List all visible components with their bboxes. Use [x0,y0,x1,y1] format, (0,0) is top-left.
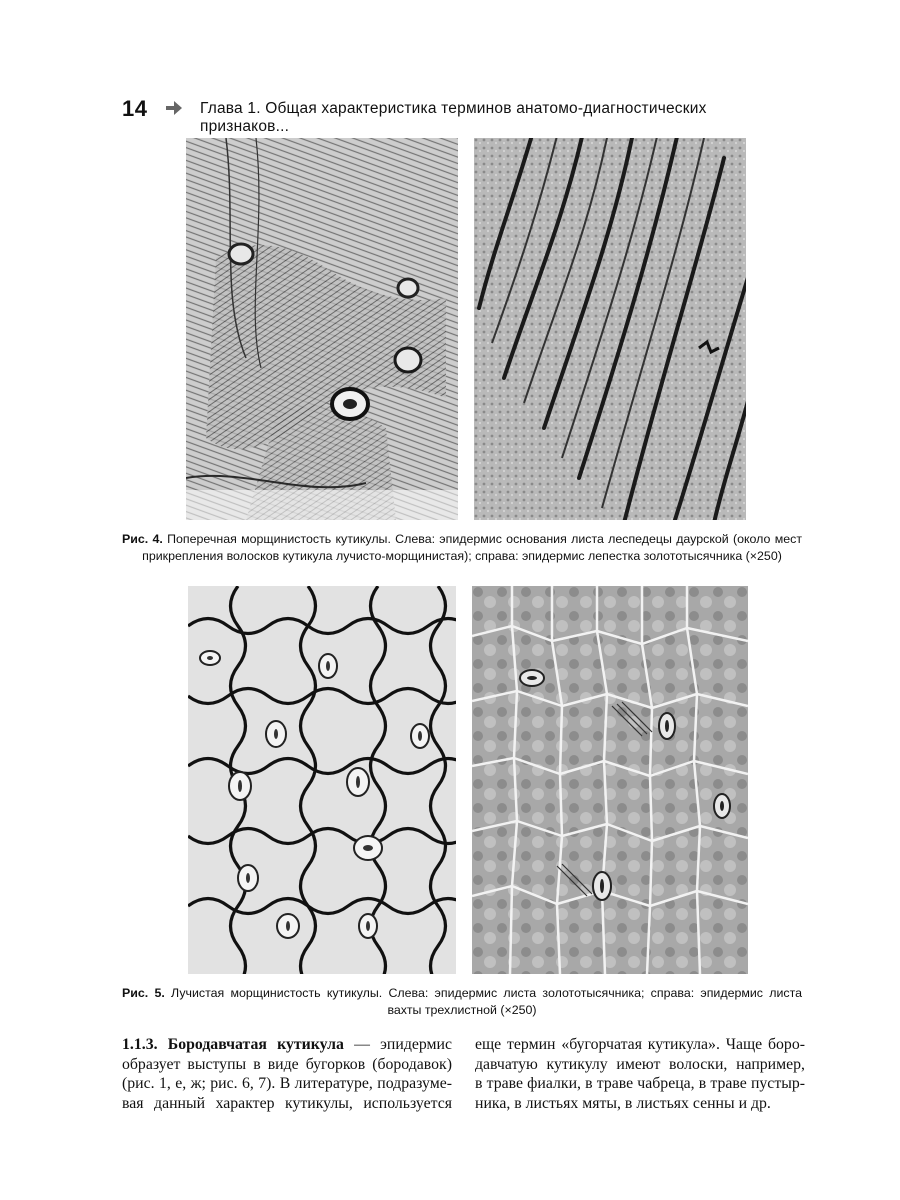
figure-5-label: Рис. 5. [122,986,165,1000]
body-text-right-column [475,1035,805,1113]
text-line: еще термин «бугорчатая кутикула». Чаще боро- [475,1036,805,1053]
figure-5-caption-text: Лучистая морщинистость кутикулы. Слева: эпидермис листа золототысячника; справа: эпидермис листа вахты трехлистной (×250) [171,986,802,1017]
text-line: 1.1.3. Бородавчатая кутикула — эпидермис [122,1036,452,1053]
arrow-right-icon [164,98,184,118]
figure-4-label: Рис. 4. [122,532,163,546]
chapter-title: Глава 1. Общая характеристика терминов анатомо-диагностических признаков... [200,100,707,135]
figure-4-caption [122,531,802,565]
figure-4-right-micrograph [474,138,746,520]
text-line: давчатую кутикулу имеют волоски, например, [475,1055,805,1073]
text-line: образует выступы в виде бугорков (бородавок) [122,1055,452,1073]
figure-4-caption-text: Поперечная морщинистость кутикулы. Слева: эпидермис основания листа леспедецы даурской (около мест прикрепления волосков кутикула лучисто-морщинистая); справа: эпидермис лепестка золототысячника (×250) [142,532,802,563]
text-line: ника, в листьях мяты, в листьях сенны и др. [475,1094,771,1112]
figure-5-right-micrograph [472,586,748,974]
figure-5-caption [122,985,802,1019]
figure-4-left-micrograph [186,138,458,520]
body-text-left-column [122,1035,452,1113]
page-number: 14 [122,96,148,121]
text-line: (рис. 1, е, ж; рис. 6, 7). В литературе, подразуме- [122,1075,452,1092]
text-line: вая данный характер кутикулы, используется [122,1094,452,1112]
section-heading: 1.1.3. Бородавчатая кутикула [122,1036,344,1053]
text-line: в траве фиалки, в траве чабреца, в траве пустыр- [475,1075,805,1092]
page-header [122,96,800,135]
figure-5-left-micrograph [188,586,456,974]
